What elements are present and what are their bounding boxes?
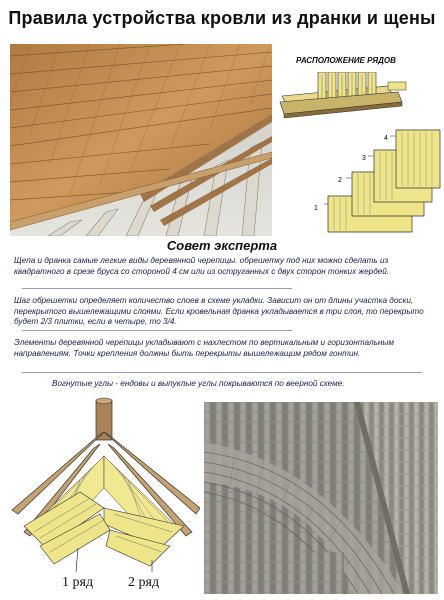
paragraph-4: Вогнутые углы - ендовы и выпуклые углы покрываются по веерной схеме. <box>52 379 345 388</box>
expert-heading: Совет эксперта <box>166 238 278 253</box>
roof-battens-illustration <box>10 44 272 236</box>
ridge-rows-diagram <box>10 396 200 592</box>
rows-layout-diagram-steps <box>312 126 442 236</box>
page-title: Правила устройства кровли из дранки и щены <box>8 8 436 28</box>
rows-layout-label: РАСПОЛОЖЕНИЕ РЯДОВ <box>296 56 396 65</box>
paragraph-3: Элементы деревянной черепицы укладывают с нахлестом по вертикальным и горизонтальным направлениям. Точки крепления должны быть перекрыты вышележащим рядом гонтин. <box>14 338 395 358</box>
paragraph-1: Щепа и дранка самые легкие виды деревянной черепицы. обрешетку под них можно сделать из квадратного в срезе бруса со стороной 4 см или из оструганных с двух сторон тонких жердей. <box>14 256 390 276</box>
roof-battens-photo <box>10 44 272 236</box>
row-number-3: 3 <box>362 155 366 162</box>
valley-fan-photo <box>204 402 438 594</box>
divider <box>22 330 292 331</box>
divider <box>22 372 422 373</box>
row-number-4: 4 <box>384 135 388 142</box>
paragraph-2: Шаг обрешетки определяет количество слоев в схеме укладки. Зависит он от длины участка доски, перекрытого вышележащими слоями. Если кровельная дранка укладывается в три слоя, то перекрыто будет 2/3 плитки, если в четыре, то 3/4. <box>14 296 424 326</box>
valley-fan-illustration <box>204 402 438 594</box>
divider <box>22 288 292 289</box>
row-number-2: 2 <box>338 177 342 184</box>
row-number-1: 1 <box>314 205 318 212</box>
row-label-2: 2 ряд <box>128 575 160 590</box>
rows-layout-diagram-top <box>278 72 408 122</box>
row-label-1: 1 ряд <box>62 575 94 590</box>
